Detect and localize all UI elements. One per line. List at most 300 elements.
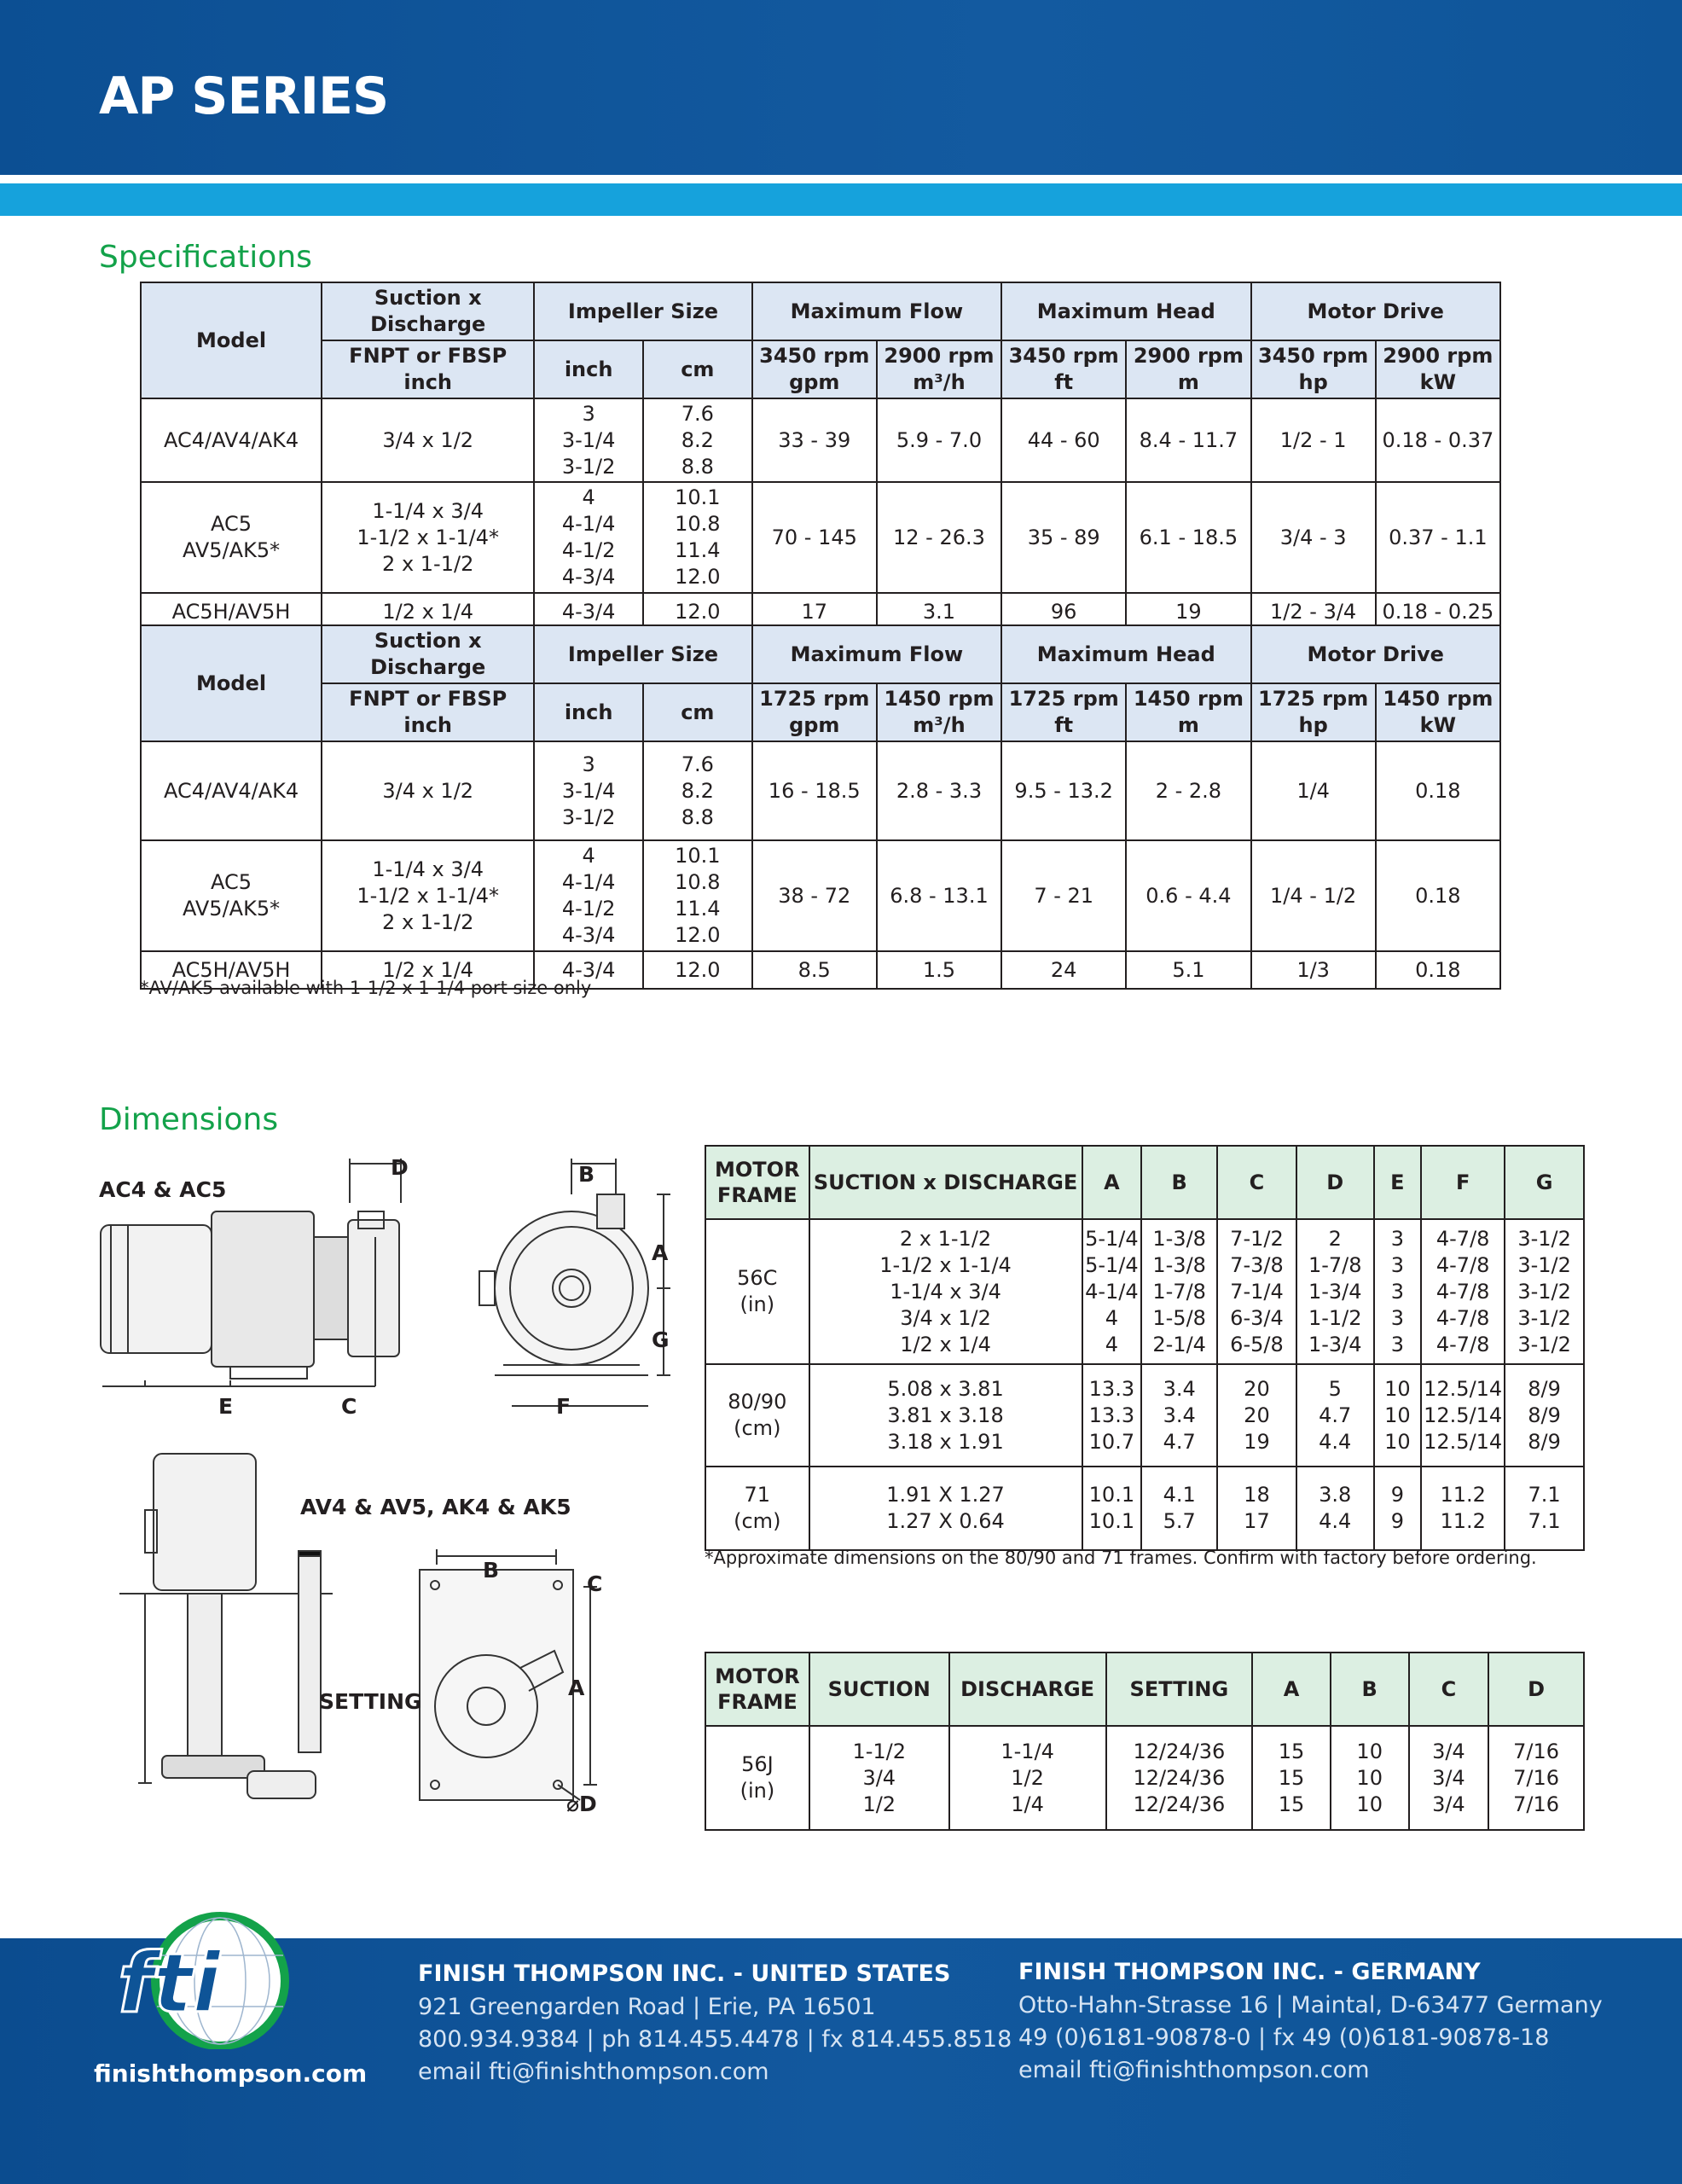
suction-cell-line: 3/4 x 1/2 — [382, 778, 474, 803]
impeller-cm-cell-line: 12.0 — [675, 565, 721, 589]
dim-col-header: E — [1374, 1146, 1422, 1219]
frame-cell-line: 56C — [737, 1266, 778, 1290]
flow-b-cell: 12 - 26.3 — [877, 482, 1001, 593]
col-header-rpm-unit — [1126, 340, 1250, 398]
unit-label: ft — [1054, 370, 1074, 394]
col-header-max-flow: Maximum Flow — [752, 625, 1001, 683]
model-cell-line: AC5H/AV5H — [171, 957, 291, 982]
col-header-suction-sub-line: FNPT or FBSP — [349, 344, 508, 368]
dim-c-cell-line: 20 — [1244, 1376, 1270, 1401]
col-header-suction-sub-line: inch — [403, 370, 453, 394]
col-header-impeller: Impeller Size — [534, 625, 751, 683]
table-row — [705, 1219, 1584, 1364]
col-header-cm: cm — [643, 340, 752, 398]
unit-label: ft — [1054, 713, 1074, 737]
dim-c-cell — [1217, 1219, 1296, 1364]
header-divider — [0, 175, 1682, 183]
office-de-email[interactable]: email fti@finishthompson.com — [1018, 2057, 1370, 2083]
dim-b-cell-line: 10 — [1356, 1765, 1383, 1790]
drawing-av-title: AV4 & AV5, AK4 & AK5 — [300, 1495, 571, 1519]
office-de-address: Otto-Hahn-Strasse 16 | Maintal, D-63477 Germany — [1018, 1992, 1603, 2018]
dim-e-cell-line: 10 — [1384, 1429, 1411, 1454]
col-header-impeller: Impeller Size — [534, 282, 751, 340]
impeller-inch-cell — [534, 482, 643, 593]
discharge-cell-line: 1-1/4 — [1000, 1739, 1054, 1763]
unit-label: m — [1177, 713, 1199, 737]
model-cell — [141, 482, 322, 593]
dim-f-cell-line: 4-7/8 — [1436, 1279, 1490, 1304]
head-a-cell: 96 — [1001, 593, 1126, 630]
dim-c-cell-line: 7-1/4 — [1230, 1279, 1284, 1304]
flow-b-cell: 2.8 - 3.3 — [877, 741, 1001, 840]
dim-col-header — [705, 1653, 809, 1726]
office-de-title: FINISH THOMPSON INC. - GERMANY — [1018, 1959, 1481, 1985]
impeller-cm-cell-line: 11.4 — [675, 897, 721, 921]
dim-d-cell-line: 7/16 — [1513, 1792, 1560, 1816]
dim-a-cell-line: 15 — [1278, 1739, 1305, 1763]
suction-cell-line: 1-1/2 x 1-1/4* — [357, 883, 499, 908]
dim-col-header: A — [1082, 1146, 1142, 1219]
dim-col-header-line: FRAME — [717, 1690, 798, 1714]
impeller-cm-cell-line: 12.0 — [675, 957, 721, 982]
col-header-rpm-unit — [1251, 683, 1376, 741]
col-header-max-flow: Maximum Flow — [752, 282, 1001, 340]
impeller-inch-cell-line: 4-3/4 — [561, 565, 616, 589]
dim-c-cell-line: 18 — [1244, 1483, 1270, 1507]
col-header-motor-drive: Motor Drive — [1251, 282, 1500, 340]
suction-discharge-cell-line: 3.81 x 3.18 — [887, 1403, 1004, 1427]
dim-f-cell — [1421, 1219, 1505, 1364]
dim-col-header — [705, 1146, 809, 1219]
label-d-ac: D — [391, 1155, 409, 1180]
rpm-label: 1450 rpm — [1133, 687, 1244, 711]
col-header-model: Model — [141, 282, 322, 398]
dim-b-cell — [1141, 1467, 1217, 1550]
unit-label: kW — [1419, 370, 1457, 394]
col-header-rpm-unit — [1376, 683, 1500, 741]
office-us-address: 921 Greengarden Road | Erie, PA 16501 — [418, 1994, 876, 2020]
suction-discharge-cell-line: 1-1/4 x 3/4 — [890, 1279, 1001, 1304]
unit-label: kW — [1419, 713, 1457, 737]
ac-pump-drawing — [94, 1152, 691, 1433]
dim-a-cell — [1082, 1364, 1142, 1467]
dim-g-cell-line: 3-1/2 — [1517, 1226, 1571, 1251]
dim-col-header: F — [1421, 1146, 1505, 1219]
suction-discharge-cell — [809, 1219, 1082, 1364]
col-header-max-head: Maximum Head — [1001, 282, 1250, 340]
flow-a-cell: 8.5 — [752, 951, 877, 989]
dim-a-cell-line: 13.3 — [1088, 1403, 1135, 1427]
label-c-ac: C — [341, 1394, 357, 1419]
impeller-cm-cell — [643, 482, 752, 593]
dim-col-header-line: MOTOR — [715, 1664, 800, 1688]
impeller-cm-cell-line: 7.6 — [681, 752, 714, 776]
dim-g-cell-line: 3-1/2 — [1517, 1305, 1571, 1330]
impeller-cm-cell-line: 10.8 — [675, 512, 721, 536]
dim-a-cell-line: 4-1/4 — [1085, 1279, 1139, 1304]
dim-c-cell-line: 19 — [1244, 1429, 1270, 1454]
motor-a-cell: 1/4 — [1251, 741, 1376, 840]
suction-discharge-cell-line: 1.91 X 1.27 — [886, 1483, 1005, 1507]
suction-cell — [322, 840, 534, 951]
dim-g-cell — [1505, 1219, 1584, 1364]
dim-e-cell-line: 3 — [1390, 1252, 1405, 1277]
dim-b-cell-line: 4.1 — [1163, 1483, 1196, 1507]
dim-f-cell-line: 11.2 — [1440, 1483, 1486, 1507]
spec-table-1 — [140, 282, 1501, 631]
dim-a-cell — [1082, 1467, 1142, 1550]
head-a-cell: 44 - 60 — [1001, 398, 1126, 482]
dim-g-cell-line: 8/9 — [1528, 1376, 1561, 1401]
impeller-cm-cell-line: 10.1 — [675, 485, 721, 509]
motor-b-cell: 0.18 - 0.37 — [1376, 398, 1500, 482]
col-header-model: Model — [141, 625, 322, 741]
label-d-av: ⌀D — [566, 1792, 597, 1816]
impeller-cm-cell-line: 7.6 — [681, 401, 714, 426]
motor-a-cell: 3/4 - 3 — [1251, 482, 1376, 593]
impeller-cm-cell-line: 12.0 — [675, 923, 721, 947]
impeller-cm-cell-line: 8.2 — [681, 778, 714, 803]
dim-a-cell-line: 5-1/4 — [1085, 1252, 1139, 1277]
dim-e-cell-line: 9 — [1390, 1483, 1405, 1507]
dim-f-cell — [1421, 1467, 1505, 1550]
dim-c-cell-line: 7-1/2 — [1230, 1226, 1284, 1251]
footer-url[interactable]: finishthompson.com — [94, 2059, 368, 2088]
flow-a-cell: 70 - 145 — [752, 482, 877, 593]
head-a-cell: 24 — [1001, 951, 1126, 989]
flow-a-cell: 17 — [752, 593, 877, 630]
office-us-email[interactable]: email fti@finishthompson.com — [418, 2059, 769, 2085]
dim-col-header: A — [1252, 1653, 1331, 1726]
dim-b-cell-line: 3.4 — [1163, 1403, 1196, 1427]
table-row — [141, 482, 1500, 593]
impeller-inch-cell-line: 3 — [582, 401, 595, 426]
dim-g-cell-line: 3-1/2 — [1517, 1252, 1571, 1277]
dim-d-cell-line: 4.4 — [1319, 1429, 1352, 1454]
suction-cell-line: 3/4 — [862, 1765, 896, 1790]
unit-label: hp — [1298, 713, 1328, 737]
suction-discharge-cell-line: 3/4 x 1/2 — [900, 1305, 991, 1330]
av-pump-drawing — [119, 1450, 631, 1826]
drawing-ac-title: AC4 & AC5 — [99, 1177, 227, 1202]
motor-b-cell: 0.18 — [1376, 741, 1500, 840]
frame-cell — [705, 1219, 809, 1364]
table-row — [141, 741, 1500, 840]
dim-g-cell-line: 8/9 — [1528, 1429, 1561, 1454]
dim-f-cell-line: 4-7/8 — [1436, 1305, 1490, 1330]
suction-discharge-cell — [809, 1364, 1082, 1467]
suction-cell-line: 1-1/4 x 3/4 — [372, 498, 484, 523]
col-header-cm: cm — [643, 683, 752, 741]
col-header-suction-sub-line: inch — [403, 713, 453, 737]
impeller-inch-cell-line: 4-1/2 — [561, 538, 616, 562]
model-cell — [141, 840, 322, 951]
model-cell — [141, 741, 322, 840]
suction-cell-line: 1-1/4 x 3/4 — [372, 857, 484, 881]
col-header-suction: Suction x Discharge — [322, 282, 534, 340]
dim-e-cell — [1374, 1219, 1422, 1364]
col-header-suction-sub-line: FNPT or FBSP — [349, 687, 508, 711]
impeller-inch-cell-line: 4-3/4 — [561, 923, 616, 947]
dim-d-cell-line: 7/16 — [1513, 1739, 1560, 1763]
dim-e-cell-line: 3 — [1390, 1226, 1405, 1251]
dim-g-cell-line: 8/9 — [1528, 1403, 1561, 1427]
dim-b-cell-line: 10 — [1356, 1792, 1383, 1816]
dim-d-cell — [1296, 1467, 1374, 1550]
dim-a-cell-line: 10.1 — [1088, 1509, 1135, 1533]
suction-cell — [322, 741, 534, 840]
suction-cell-line: 1/2 — [862, 1792, 896, 1816]
dim-c-cell-line: 17 — [1244, 1509, 1270, 1533]
suction-discharge-cell-line: 1/2 x 1/4 — [900, 1332, 991, 1356]
setting-cell-line: 12/24/36 — [1133, 1739, 1226, 1763]
dimensions-table-frames — [705, 1145, 1585, 1551]
dim-g-cell-line: 3-1/2 — [1517, 1332, 1571, 1356]
dim-col-header: C — [1409, 1653, 1489, 1726]
col-header-rpm-unit — [752, 340, 877, 398]
impeller-cm-cell-line: 12.0 — [675, 599, 721, 624]
dim-e-cell — [1374, 1467, 1422, 1550]
head-b-cell: 2 - 2.8 — [1126, 741, 1250, 840]
dim-f-cell-line: 12.5/14 — [1424, 1403, 1503, 1427]
impeller-inch-cell-line: 4-1/2 — [561, 897, 616, 921]
fti-globe-logo-icon — [109, 1896, 314, 2049]
impeller-inch-cell — [534, 741, 643, 840]
impeller-inch-cell-line: 3 — [582, 752, 595, 776]
impeller-cm-cell-line: 8.8 — [681, 804, 714, 829]
suction-cell-line: 1-1/2 — [852, 1739, 907, 1763]
dim-d-cell-line: 1-1/2 — [1308, 1305, 1362, 1330]
label-e-ac: E — [218, 1394, 234, 1419]
impeller-inch-cell-line: 3-1/4 — [561, 427, 616, 452]
col-header-inch: inch — [534, 340, 643, 398]
dim-g-cell-line: 7.1 — [1528, 1509, 1561, 1533]
rpm-label: 1725 rpm — [1258, 687, 1369, 711]
label-f-ac: F — [556, 1394, 571, 1419]
rpm-label: 2900 rpm — [1383, 344, 1494, 368]
dim-e-cell-line: 3 — [1390, 1279, 1405, 1304]
dim-a-cell-line: 15 — [1278, 1792, 1305, 1816]
unit-label: m³/h — [913, 370, 966, 394]
dim-a-cell — [1082, 1219, 1142, 1364]
impeller-inch-cell-line: 4-3/4 — [561, 599, 616, 624]
col-header-suction: Suction x Discharge — [322, 625, 534, 683]
table-row — [141, 840, 1500, 951]
col-header-inch: inch — [534, 683, 643, 741]
flow-a-cell: 38 - 72 — [752, 840, 877, 951]
spec-table-2 — [140, 624, 1501, 990]
table-row — [705, 1364, 1584, 1467]
flow-b-cell: 5.9 - 7.0 — [877, 398, 1001, 482]
motor-b-cell: 0.37 - 1.1 — [1376, 482, 1500, 593]
page-title: AP SERIES — [99, 67, 389, 126]
dim-col-header: D — [1296, 1146, 1374, 1219]
rpm-label: 1725 rpm — [759, 687, 870, 711]
dim-e-cell-line: 10 — [1384, 1403, 1411, 1427]
suction-discharge-cell — [809, 1467, 1082, 1550]
dim-g-cell-line: 7.1 — [1528, 1483, 1561, 1507]
dim-c-cell — [1217, 1467, 1296, 1550]
office-us-title: FINISH THOMPSON INC. - UNITED STATES — [418, 1960, 951, 1987]
impeller-cm-cell — [643, 840, 752, 951]
rpm-label: 1450 rpm — [884, 687, 995, 711]
head-a-cell: 7 - 21 — [1001, 840, 1126, 951]
head-b-cell: 6.1 - 18.5 — [1126, 482, 1250, 593]
table-row — [141, 398, 1500, 482]
dim-a-cell-line: 4 — [1105, 1305, 1119, 1330]
discharge-cell-line: 1/4 — [1011, 1792, 1044, 1816]
dim-c-cell-line: 6-3/4 — [1230, 1305, 1284, 1330]
impeller-inch-cell — [534, 840, 643, 951]
impeller-inch-cell-line: 3-1/2 — [561, 804, 616, 829]
dim-b-cell-line: 2-1/4 — [1152, 1332, 1206, 1356]
unit-label: gpm — [789, 370, 840, 394]
setting-cell-line: 12/24/36 — [1133, 1765, 1226, 1790]
rpm-label: 2900 rpm — [1133, 344, 1244, 368]
dim-d-cell-line: 3.8 — [1319, 1483, 1352, 1507]
suction-discharge-cell-line: 3.18 x 1.91 — [887, 1429, 1004, 1454]
dim-d-cell-line: 1-3/4 — [1308, 1332, 1362, 1356]
dim-d-cell-line: 2 — [1328, 1226, 1342, 1251]
flow-b-cell: 6.8 - 13.1 — [877, 840, 1001, 951]
dim-a-cell-line: 15 — [1278, 1765, 1305, 1790]
col-header-rpm-unit — [1126, 683, 1250, 741]
col-header-rpm-unit — [1001, 340, 1126, 398]
discharge-cell-line: 1/2 — [1011, 1765, 1044, 1790]
dim-b-cell-line: 1-3/8 — [1152, 1226, 1206, 1251]
suction-cell-line: 1/2 x 1/4 — [382, 599, 474, 624]
table-row — [705, 1726, 1584, 1830]
dim-a-cell-line: 10.1 — [1088, 1483, 1135, 1507]
label-b-ac: B — [578, 1162, 595, 1187]
col-header-suction-sub — [322, 340, 534, 398]
head-b-cell: 5.1 — [1126, 951, 1250, 989]
setting-cell-line: 12/24/36 — [1133, 1792, 1226, 1816]
model-cell-line: AC4/AV4/AK4 — [163, 778, 299, 803]
dim-d-cell-line: 1-3/4 — [1308, 1279, 1362, 1304]
frame-cell-line: (cm) — [734, 1509, 781, 1533]
impeller-inch-cell-line: 4-1/4 — [561, 870, 616, 894]
head-a-cell: 35 - 89 — [1001, 482, 1126, 593]
dimensions-note: *Approximate dimensions on the 80/90 and 71 frames. Confirm with factory before ordering. — [705, 1548, 1537, 1568]
frame-cell-line: 80/90 — [728, 1390, 787, 1414]
label-a-ac: A — [652, 1240, 669, 1265]
dim-c-cell-line: 3/4 — [1432, 1765, 1465, 1790]
dim-d-cell-line: 5 — [1328, 1376, 1342, 1401]
motor-a-cell: 1/2 - 3/4 — [1251, 593, 1376, 630]
motor-b-cell: 0.18 — [1376, 840, 1500, 951]
suction-cell-line: 1/2 x 1/4 — [382, 957, 474, 982]
impeller-inch-cell-line: 3-1/2 — [561, 454, 616, 479]
dim-b-cell-line: 5.7 — [1163, 1509, 1196, 1533]
rpm-label: 1725 rpm — [1008, 687, 1119, 711]
label-g-ac: G — [652, 1327, 670, 1352]
col-header-rpm-unit — [752, 683, 877, 741]
dim-c-cell — [1409, 1726, 1489, 1830]
dim-d-cell-line: 1-7/8 — [1308, 1252, 1362, 1277]
dim-b-cell — [1141, 1219, 1217, 1364]
dimensions-table-setting — [705, 1652, 1585, 1831]
discharge-cell — [949, 1726, 1106, 1830]
suction-cell — [322, 482, 534, 593]
model-cell-line: AC5 — [211, 512, 252, 536]
frame-cell — [705, 1364, 809, 1467]
model-cell-line: AC5H/AV5H — [171, 599, 291, 624]
impeller-inch-cell-line: 4-1/4 — [561, 512, 616, 536]
dim-f-cell-line: 11.2 — [1440, 1509, 1486, 1533]
unit-label: hp — [1298, 370, 1328, 394]
unit-label: gpm — [789, 713, 840, 737]
dim-f-cell-line: 12.5/14 — [1424, 1376, 1503, 1401]
dim-a-cell-line: 13.3 — [1088, 1376, 1135, 1401]
dim-f-cell — [1421, 1364, 1505, 1467]
impeller-inch-cell-line: 4 — [582, 844, 595, 868]
dim-b-cell-line: 4.7 — [1163, 1429, 1196, 1454]
dim-d-cell-line: 4.7 — [1319, 1403, 1352, 1427]
frame-cell-line: 56J — [741, 1752, 774, 1776]
dim-d-cell-line: 4.4 — [1319, 1509, 1352, 1533]
dim-col-header: C — [1217, 1146, 1296, 1219]
rpm-label: 3450 rpm — [759, 344, 870, 368]
rpm-label: 3450 rpm — [1258, 344, 1369, 368]
head-b-cell: 0.6 - 4.4 — [1126, 840, 1250, 951]
dim-c-cell-line: 3/4 — [1432, 1739, 1465, 1763]
unit-label: m³/h — [913, 713, 966, 737]
dim-f-cell-line: 12.5/14 — [1424, 1429, 1503, 1454]
dim-col-header: B — [1141, 1146, 1217, 1219]
rpm-label: 2900 rpm — [884, 344, 995, 368]
dim-b-cell — [1141, 1364, 1217, 1467]
col-header-suction-sub — [322, 683, 534, 741]
frame-cell — [705, 1726, 809, 1830]
unit-label: m — [1177, 370, 1199, 394]
frame-cell — [705, 1467, 809, 1550]
dim-e-cell-line: 10 — [1384, 1376, 1411, 1401]
dim-e-cell — [1374, 1364, 1422, 1467]
office-de-phone: 49 (0)6181-90878-0 | fx 49 (0)6181-90878-18 — [1018, 2024, 1550, 2051]
flow-a-cell: 16 - 18.5 — [752, 741, 877, 840]
specifications-footnote: *AV/AK5 available with 1-1/2 x 1-1/4 port size only — [140, 978, 592, 998]
head-b-cell: 8.4 - 11.7 — [1126, 398, 1250, 482]
dim-f-cell-line: 4-7/8 — [1436, 1332, 1490, 1356]
model-cell-line: AC5 — [211, 870, 252, 894]
dim-b-cell — [1331, 1726, 1409, 1830]
motor-b-cell: 0.18 - 0.25 — [1376, 593, 1500, 630]
col-header-max-head: Maximum Head — [1001, 625, 1250, 683]
dim-d-cell — [1296, 1364, 1374, 1467]
suction-cell-line: 1-1/2 x 1-1/4* — [357, 525, 499, 549]
dim-e-cell-line: 3 — [1390, 1332, 1405, 1356]
dim-e-cell-line: 9 — [1390, 1509, 1405, 1533]
impeller-inch-cell — [534, 398, 643, 482]
impeller-cm-cell-line: 8.2 — [681, 427, 714, 452]
col-header-rpm-unit — [1251, 340, 1376, 398]
header-stripe — [0, 183, 1682, 216]
dim-e-cell-line: 3 — [1390, 1305, 1405, 1330]
col-header-rpm-unit — [1376, 340, 1500, 398]
dim-a-cell — [1252, 1726, 1331, 1830]
dim-c-cell — [1217, 1364, 1296, 1467]
dim-b-cell-line: 10 — [1356, 1739, 1383, 1763]
frame-cell-line: (cm) — [734, 1416, 781, 1440]
head-b-cell: 19 — [1126, 593, 1250, 630]
impeller-inch-cell-line: 4 — [582, 485, 595, 509]
impeller-cm-cell-line: 8.8 — [681, 454, 714, 479]
dim-f-cell-line: 4-7/8 — [1436, 1226, 1490, 1251]
table-row — [705, 1467, 1584, 1550]
motor-a-cell: 1/4 - 1/2 — [1251, 840, 1376, 951]
dim-f-cell-line: 4-7/8 — [1436, 1252, 1490, 1277]
